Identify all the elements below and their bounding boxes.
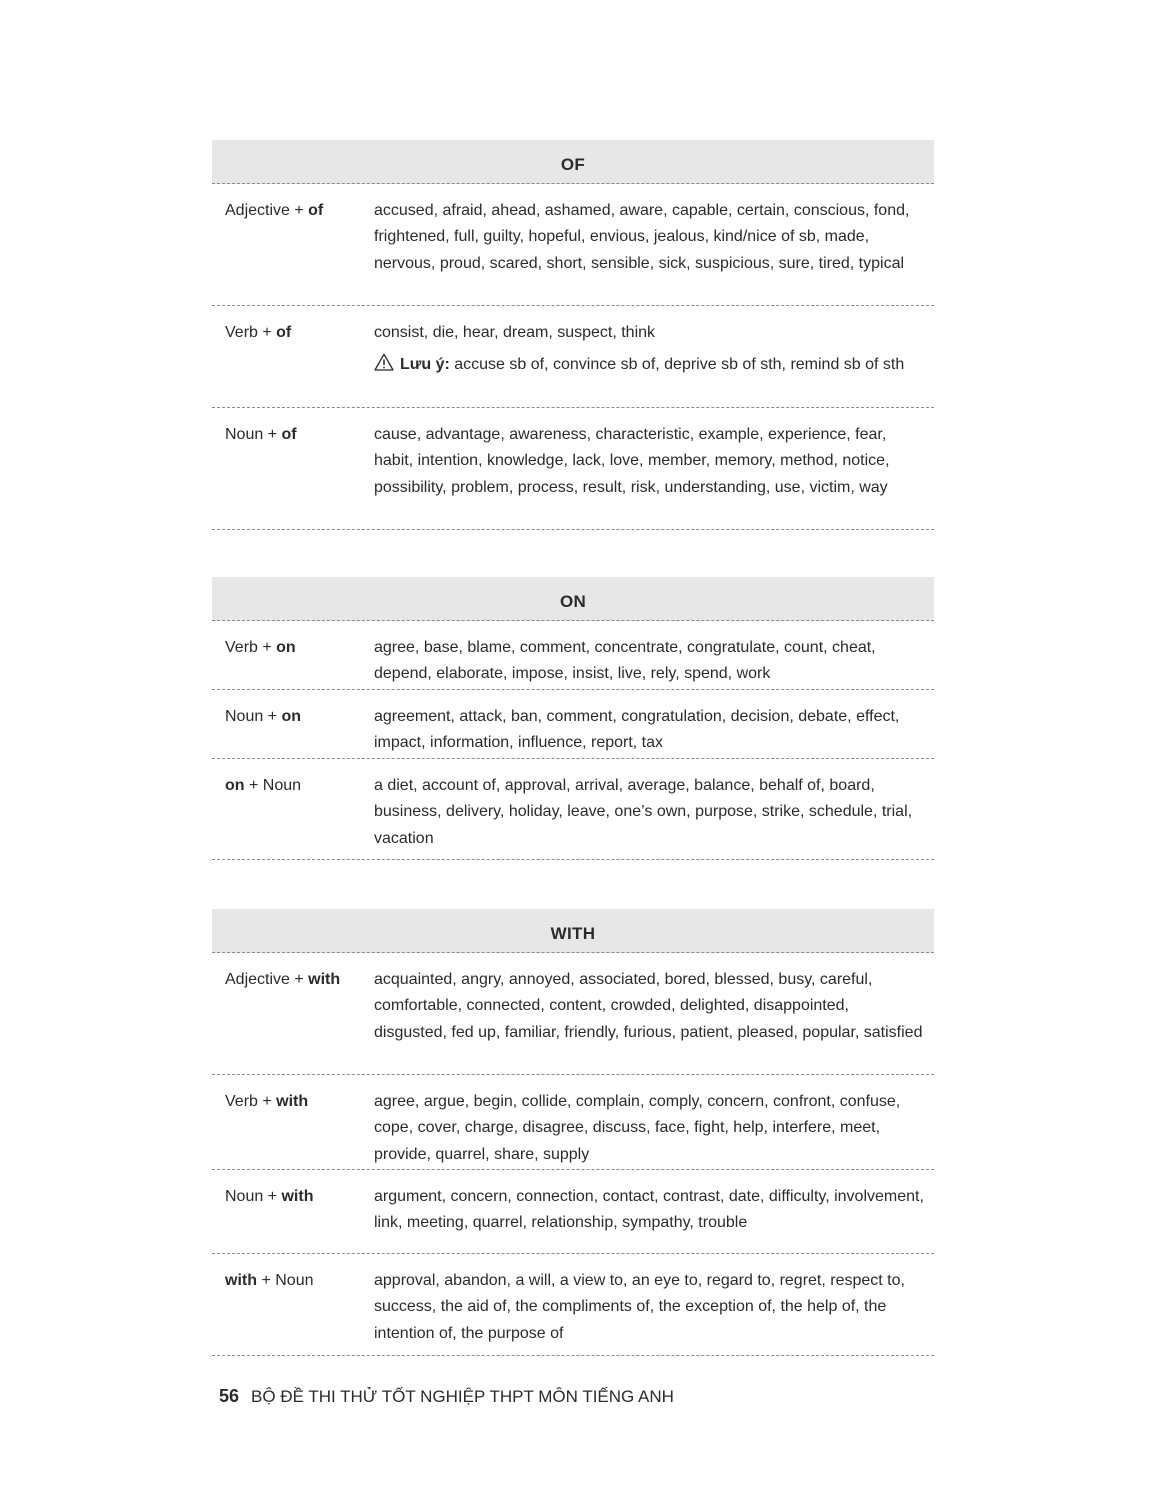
table-row <box>212 690 934 759</box>
table-row <box>212 184 934 306</box>
row-label: on + Noun <box>225 777 302 794</box>
row-label: Noun + on <box>225 708 302 725</box>
row-label: Verb + of <box>225 324 292 341</box>
table-row <box>212 1254 934 1356</box>
row-content: agreement, attack, ban, comment, congratulation, decision, debate, effect, impact, information, influence, report, tax <box>374 708 900 752</box>
table-row <box>212 1170 934 1254</box>
row-content: agree, base, blame, comment, concentrate, congratulate, count, cheat, depend, elaborate, impose, insist, live, rely, spend, work <box>374 639 876 683</box>
table-row <box>212 306 934 408</box>
row-content: a diet, account of, approval, arrival, average, balance, behalf of, board, business, delivery, holiday, leave, one’s own, purpose, strike, schedule, trial, vacation <box>374 777 913 847</box>
table-header: ON <box>212 577 934 621</box>
table-row <box>212 759 934 860</box>
row-label: Noun + with <box>225 1188 314 1205</box>
note-text: accuse sb of, convince sb of, deprive sb of sth, remind sb of sth <box>449 356 905 374</box>
table-header: OF <box>212 140 934 184</box>
row-content: acquainted, angry, annoyed, associated, bored, blessed, busy, careful, comfortable, connected, content, crowded, delighted, disappointed, disgusted, fed up, familiar, friendly, furious, patient, pleased, popular, satisfied <box>374 971 923 1041</box>
page-footer <box>219 1386 674 1407</box>
note-title: Lưu ý: <box>400 356 450 374</box>
row-content: argument, concern, connection, contact, contrast, date, difficulty, involvement, link, meeting, quarrel, relationship, sympathy, trouble <box>374 1188 924 1232</box>
table-header: WITH <box>212 909 934 953</box>
row-label: Verb + with <box>225 1093 309 1110</box>
warning-triangle-icon <box>374 353 394 371</box>
row-content <box>374 320 934 401</box>
row-label: Adjective + of <box>225 202 324 219</box>
row-label: Noun + of <box>225 426 297 443</box>
table-on <box>212 577 934 860</box>
table-with <box>212 909 934 1356</box>
row-label: Adjective + with <box>225 971 341 988</box>
page-number: 56 <box>219 1386 240 1406</box>
row-content: approval, abandon, a will, a view to, an eye to, regard to, regret, respect to, success, the aid of, the compliments of, the exception of, the help of, the intention of, the purpose of <box>374 1272 905 1342</box>
book-title: BỘ ĐỀ THI THỬ TỐT NGHIỆP THPT MÔN TIẾNG ANH <box>251 1387 674 1406</box>
row-content: accused, afraid, ahead, ashamed, aware, capable, certain, conscious, fond, frightened, full, guilty, hopeful, envious, jealous, kind/nice of sb, made, nervous, proud, scared, short, sensible, sick, suspicious, sure, tired, typical <box>374 202 910 272</box>
table-row <box>212 953 934 1075</box>
table-of <box>212 140 934 530</box>
row-content: agree, argue, begin, collide, complain, comply, concern, confront, confuse, cope, cover, charge, disagree, discuss, face, fight, help, interfere, meet, provide, quarrel, share, supply <box>374 1093 901 1163</box>
note <box>374 352 924 378</box>
table-row <box>212 408 934 530</box>
table-row <box>212 621 934 690</box>
table-row <box>212 1075 934 1170</box>
row-content-text: consist, die, hear, dream, suspect, think <box>374 324 656 341</box>
row-label: with + Noun <box>225 1272 314 1289</box>
row-label: Verb + on <box>225 639 296 656</box>
row-content: cause, advantage, awareness, characteristic, example, experience, fear, habit, intention, knowledge, lack, love, member, memory, method, notice, possibility, problem, process, result, risk, understanding, use, victim, way <box>374 426 890 496</box>
